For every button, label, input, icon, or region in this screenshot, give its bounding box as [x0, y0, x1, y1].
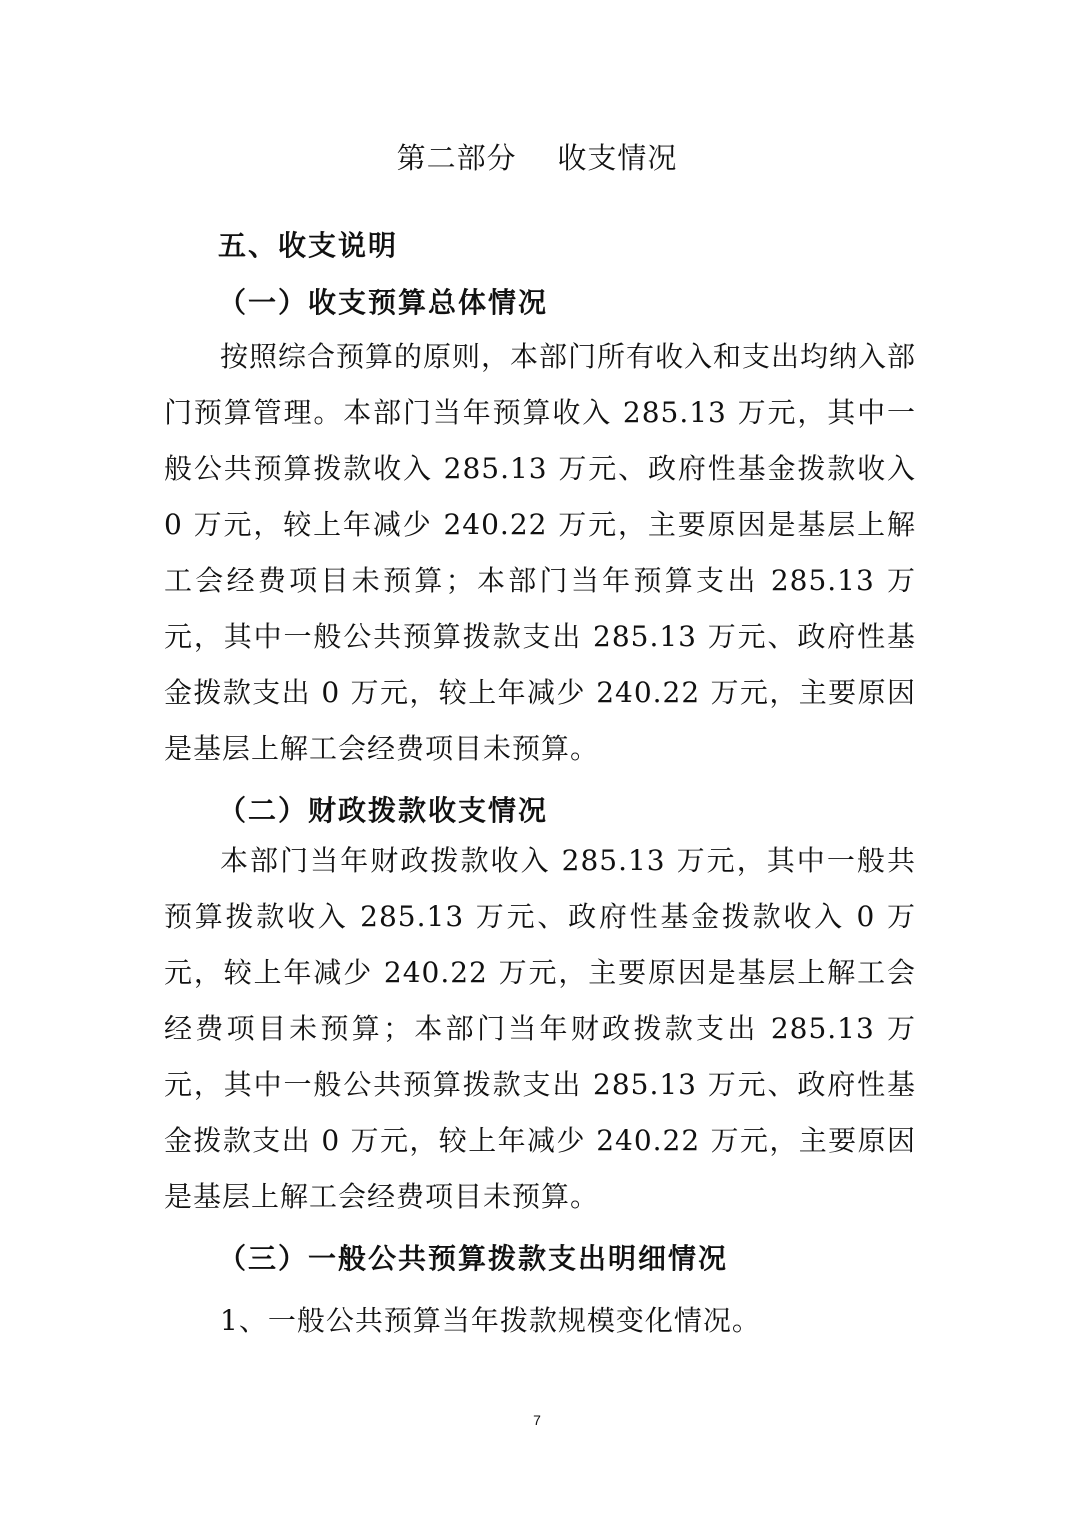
- part-title: 第二部分 收支情况: [396, 141, 678, 175]
- subsection-2-heading: （二）财政拨款收支情况: [218, 794, 549, 827]
- subsection-2-paragraph: 本部门当年财政拨款收入 285.13 万元，其中一般共预算拨款收入 285.13 万元、政府性基金拨款收入 0 万元，较上年减少 240.22 万元，主要原因是基层上解工会经费项目未预算；本部门当年财政拨款支出 285.13 万元，其中一般公共预算拨款支出 285.13 万元、政府性基金拨款支出 0 万元，较上年减少 240.22 万元，主要原因是基层上解工会经费项目未预算。: [164, 844, 916, 1213]
- list-item: 1、一般公共预算当年拨款规模变化情况。: [220, 1304, 761, 1337]
- subsection-1-paragraph: 按照综合预算的原则，本部门所有收入和支出均纳入部门预算管理。本部门当年预算收入 285.13 万元，其中一般公共预算拨款收入 285.13 万元、政府性基金拨款收入 0 万元，较上年减少 240.22 万元，主要原因是基层上解工会经费项目未预算；本部门当年预算支出 285.13 万元，其中一般公共预算拨款支出 285.13 万元、政府性基金拨款支出 0 万元，较上年减少 240.22 万元，主要原因是基层上解工会经费项目未预算。: [164, 340, 917, 765]
- subsection-3-heading: （三）一般公共预算拨款支出明细情况: [218, 1242, 729, 1275]
- section-heading: 五、收支说明: [218, 229, 399, 262]
- subsection-1-heading: （一）收支预算总体情况: [218, 286, 549, 319]
- page-number: 7: [533, 1412, 541, 1428]
